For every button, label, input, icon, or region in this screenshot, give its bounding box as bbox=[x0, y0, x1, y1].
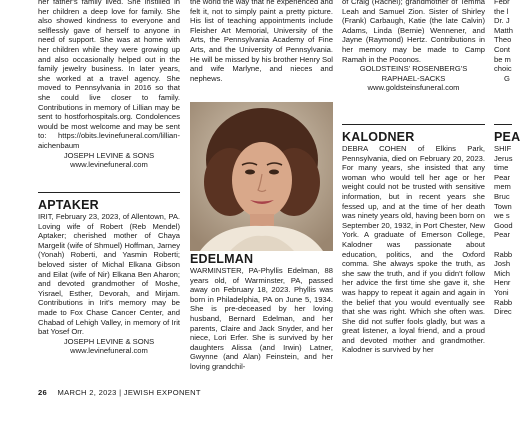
obituary-heading-aptaker: APTAKER bbox=[38, 198, 99, 212]
column-4-rule bbox=[494, 124, 512, 125]
page-number: 26 bbox=[38, 388, 48, 397]
funeral-home-name-2: RAPHAEL-SACKS bbox=[381, 73, 446, 83]
clipped-line: Town bbox=[494, 201, 512, 211]
clipped-line: Bruc bbox=[494, 191, 510, 201]
clipped-line: be m bbox=[494, 54, 511, 64]
funeral-home-name: JOSEPH LEVINE & SONS bbox=[63, 336, 155, 346]
column-3-rule bbox=[342, 124, 485, 125]
column-4-clipped bbox=[494, 0, 512, 83]
clipped-line bbox=[494, 240, 512, 250]
clipped-line: mem bbox=[494, 182, 511, 192]
obituary-heading-edelman: EDELMAN bbox=[190, 252, 254, 266]
obituary-continued-text: of Craig (Rachel); grandmother of Temma Leah and Samuel Zion. Sister of Shirley (Frank) Carbaugh, Katie (the late Calvin) Adams, Linda (Bernie) Wennener, and Jayne (Raymond) Hertz. Contributions in her memory may be made to Camp Ramah in the Poconos. bbox=[342, 0, 485, 64]
obituary-text-kalodner: DEBRA COHEN of Elkins Park, Pennsylvania, died on February 20, 2023. For many years, she insisted that any woman who would tell her age or her weight could not be trusted with sensitive information, but in recent years she fessed up, and at the time of her death was ninety years old, having been born on September 20, 1932, in Port Chester, New York. A graduate of Emerson College, Kalodner was passionate about education, politics, and the Oxford comma. She always spoke the truth, as she saw the truth, and if you didn't follow her advice the first time she gave it, she was happy to repeat it again and again in the belief that you would eventually see that she was right. Which she often was. She did not suffer fools gladly, but was a great listener, a loyal friend, and a proud and devoted mother and grandmother. Kalodner is survived by her bbox=[342, 144, 485, 355]
clipped-line: Cont bbox=[494, 44, 511, 54]
obituary-heading-clipped: PEA bbox=[494, 130, 520, 144]
clipped-line: Theo bbox=[494, 35, 512, 45]
clipped-line: we s bbox=[494, 211, 510, 221]
aptaker-obituary bbox=[38, 198, 180, 356]
clipped-line: Good bbox=[494, 220, 513, 230]
obituary-continued-text: the world the way that he experienced and felt it, not to simply paint a pretty picture. His list of teaching appointments include Fleisher Art Memorial, University of the Arts, the Pennsylvania Academy of Fine Arts, and the University of Pennsylvania. He will be missed by his brother Henry Sol and wife Marlyne, and nieces and nephews. bbox=[190, 0, 333, 83]
footer-publication: MARCH 2, 2023 | JEWISH EXPONENT bbox=[57, 388, 201, 397]
clipped-line: Henr bbox=[494, 278, 511, 288]
funeral-home-url[interactable]: www.levinefuneral.com bbox=[70, 346, 148, 356]
column-4-obituary-clipped bbox=[494, 130, 520, 317]
clipped-line: the l bbox=[494, 6, 509, 16]
column-1-rule bbox=[38, 192, 180, 193]
kalodner-obituary bbox=[342, 130, 485, 355]
obituary-heading-kalodner: KALODNER bbox=[342, 130, 415, 144]
column-1 bbox=[38, 0, 180, 170]
funeral-home-url[interactable]: www.levinefuneral.com bbox=[70, 160, 148, 170]
clipped-line: Direc bbox=[494, 307, 512, 317]
clipped-line: SHIF bbox=[494, 144, 512, 153]
portrait-photo-edelman bbox=[190, 102, 333, 251]
clipped-line: Pear bbox=[494, 172, 511, 182]
clipped-line: Rabb bbox=[494, 249, 513, 259]
clipped-line: choic bbox=[494, 64, 512, 74]
clipped-line: Febr bbox=[494, 0, 510, 6]
obituary-continued-text: her father's family lived. She instilled in her children a deep love for family. She also showed kindness to everyone and selflessly gave of herself to anyone in need of support. She was at home with her children while they were growing up and also occasionally helped out in the family jewelry business. In later years, she worked at a travel agency. She moved to Pennsylvania in 2016 so that she could live closer to family. Contributions in memory of Lillian may be sent to hostforhospitals.org. Condolences would be most welcome and may be sent to: https://obits.levinefuneral.com/lillian-aichenbaum bbox=[38, 0, 180, 150]
clipped-line: Dr. J bbox=[494, 16, 510, 26]
portrait-image bbox=[190, 102, 333, 251]
obituary-text-edelman: WARMINSTER, PA-Phyllis Edelman, 88 years old, of Warminster, PA, passed away on February 18, 2023. Phyllis was born in Philadelphia, PA on June 5, 1934. She is pre-deceased by her loving husband, Bernard Edelman, and her parents, Claire and Jack Snyder, and her niece, Lori Erfer. She is survived by her daughters Alissa (and Irwin) Latner, Gwynne (and Alan) Feinstein, and her loving grandchil- bbox=[190, 266, 333, 371]
funeral-home-name: JOSEPH LEVINE & SONS bbox=[63, 150, 155, 160]
clipped-line: Matth bbox=[494, 25, 513, 35]
clipped-line: G bbox=[504, 73, 510, 83]
page-footer bbox=[38, 388, 201, 397]
clipped-line: time bbox=[494, 163, 509, 173]
funeral-home-url[interactable]: www.goldsteinsfuneral.com bbox=[367, 83, 460, 93]
clipped-line: Yoni bbox=[494, 287, 509, 297]
funeral-home-name: GOLDSTEINS' ROSENBERG'S bbox=[359, 64, 468, 74]
column-3 bbox=[342, 0, 485, 93]
clipped-line: Jerus bbox=[494, 153, 513, 163]
clipped-line: Rabb bbox=[494, 297, 513, 307]
clipped-line: Mich bbox=[494, 268, 511, 278]
clipped-line: Josh bbox=[494, 259, 511, 269]
obituary-text-aptaker: IRIT, February 23, 2023, of Allentown, PA. Loving wife of Robert (Reb Mendel) Aptaker; cherished mother of Chaya Margelit (wife of Shmuel) Hoffman, Jarney (Yonah) Roberti, and Yasmin Roberti; beloved sister of Michal Elkana Gibson and Eilat (wife of Nir) Elkana Ben Aharon; and devoted grandmother of Moshe, Yisrael, Esther, Devorah, and Mirjam. Contributions in Irit's memory may be made to Fox Chase Cancer Center, and Chabad of Lehigh Valley, in memory of Irit bat Yosef Orr. bbox=[38, 212, 180, 337]
column-2 bbox=[190, 0, 333, 83]
edelman-obituary bbox=[190, 252, 333, 372]
clipped-line: Pear bbox=[494, 230, 511, 240]
